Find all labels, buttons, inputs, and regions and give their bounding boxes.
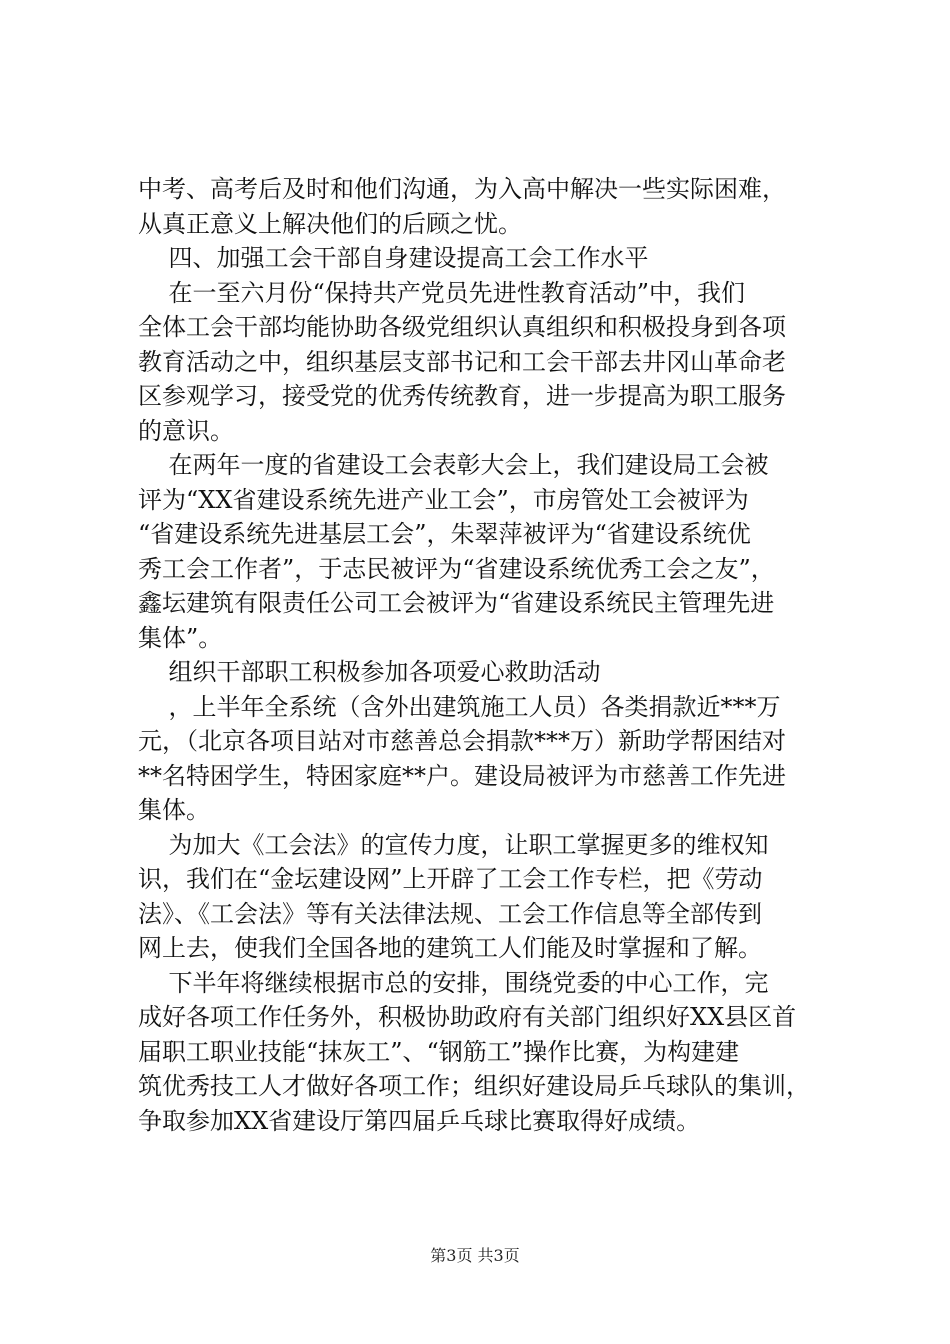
text-line: 中考、高考后及时和他们沟通，为入高中解决一些实际困难， bbox=[138, 175, 786, 203]
text-line: 教育活动之中，组织基层支部书记和工会干部去井冈山革命老 bbox=[138, 347, 786, 376]
text-line: **名特困学生，特困家庭**户。建设局被评为市慈善工作先进 bbox=[138, 761, 786, 790]
text-line: 为加大《工会法》的宣传力度，让职工掌握更多的维权知 bbox=[138, 830, 769, 859]
text-line: “省建设系统先进基层工会”，朱翠萍被评为“省建设系统优 bbox=[138, 520, 751, 548]
text-line: 筑优秀技工人才做好各项工作；组织好建设局乒乓球队的集训， bbox=[138, 1072, 810, 1100]
text-line: 秀工会工作者”，于志民被评为“省建设系统优秀工会之友”， bbox=[138, 554, 775, 583]
section-heading: 四、加强工会干部自身建设提高工会工作水平 bbox=[138, 244, 649, 272]
text-line: 鑫坛建筑有限责任公司工会被评为“省建设系统民主管理先进 bbox=[138, 589, 775, 617]
text-line: 在一至六月份“保持共产党员先进性教育活动”中，我们 bbox=[138, 278, 746, 307]
text-line: 下半年将继续根据市总的安排，围绕党委的中心工作，完 bbox=[138, 968, 769, 997]
text-line: 识，我们在“金坛建设网”上开辟了工会工作专栏，把《劳动 bbox=[138, 865, 763, 893]
text-line: 成好各项工作任务外，积极协助政府有关部门组织好XX县区首 bbox=[138, 1003, 797, 1031]
section-heading: 组织干部职工积极参加各项爱心救助活动 bbox=[138, 658, 601, 686]
text-line: 在两年一度的省建设工会表彰大会上，我们建设局工会被 bbox=[138, 451, 769, 479]
text-line: 集体。 bbox=[138, 796, 210, 824]
text-line: 网上去，使我们全国各地的建筑工人们能及时掌握和了解。 bbox=[138, 934, 762, 962]
text-line: 全体工会干部均能协助各级党组织认真组织和积极投身到各项 bbox=[138, 313, 786, 341]
text-line: 届职工职业技能“抹灰工”、“钢筋工”操作比赛，为构建建 bbox=[138, 1037, 740, 1066]
text-line: 元，（北京各项目站对市慈善总会捐款***万）新助学帮困结对 bbox=[138, 727, 786, 755]
text-line: 从真正意义上解决他们的后顾之忧。 bbox=[138, 209, 522, 238]
text-line: 法》、《工会法》等有关法律法规、工会工作信息等全部传到 bbox=[138, 899, 762, 928]
text-line: 的意识。 bbox=[138, 416, 234, 445]
document-body bbox=[138, 172, 833, 1138]
text-line: 争取参加XX省建设厅第四届乒乓球比赛取得好成绩。 bbox=[138, 1106, 701, 1135]
page-footer: 第3页 共3页 bbox=[430, 1246, 520, 1265]
text-line: 区参观学习，接受党的优秀传统教育，进一步提高为职工服务 bbox=[138, 382, 786, 410]
text-line: ，上半年全系统（含外出建筑施工人员）各类捐款近***万 bbox=[138, 692, 781, 721]
text-line: 评为“XX省建设系统先进产业工会”，市房管处工会被评为 bbox=[138, 485, 749, 514]
text-line: 集体”。 bbox=[138, 623, 223, 652]
